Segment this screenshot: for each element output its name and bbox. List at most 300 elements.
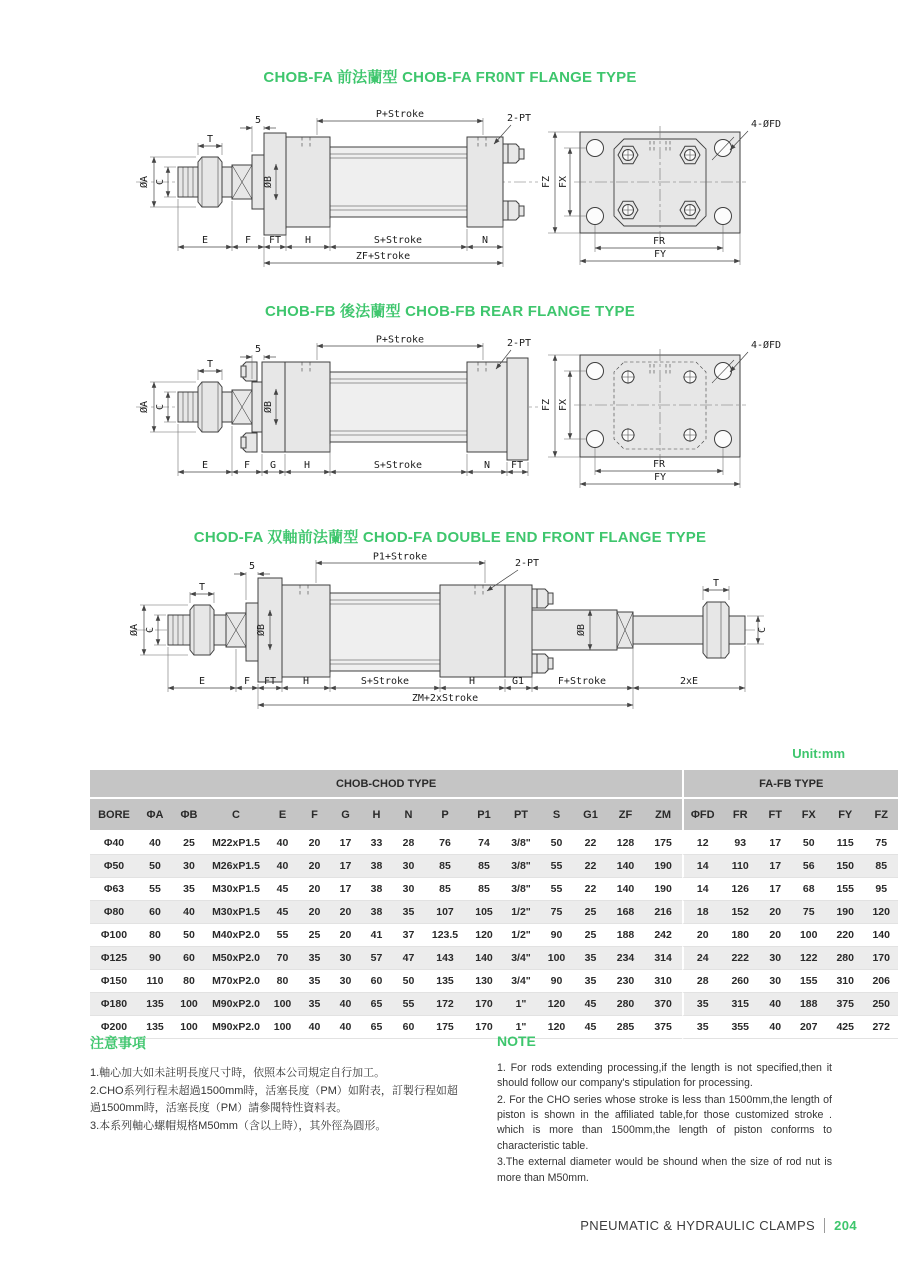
table-cell: 33 (361, 832, 392, 855)
table-group-header: CHOB-CHOD TYPE (90, 770, 682, 799)
dim-s-stroke: S+Stroke (373, 235, 423, 246)
table-cell: 107 (425, 901, 465, 924)
table-cell: 310 (644, 970, 682, 993)
table-cell: 28 (392, 832, 425, 855)
dim-fr: FR (652, 459, 666, 470)
table-cell: 30 (330, 970, 361, 993)
table-cell: 20 (330, 924, 361, 947)
table-cell: 190 (826, 901, 864, 924)
table-cell: 370 (644, 993, 682, 1016)
chod-fa-side-view (134, 578, 762, 682)
table-column-header: F (299, 799, 330, 832)
table-cell: 75 (864, 832, 898, 855)
table-cell: 234 (607, 947, 644, 970)
note-en-2: 2. For the CHO series whose stroke is less than 1500mm,the length of piston is shown in the affiliated table,for those customized stroke . which is more than 1500mm,the length of piston conforms to characteristic table. (497, 1093, 832, 1152)
table-cell: 140 (607, 878, 644, 901)
dim-t: T (206, 359, 214, 370)
bore-cell: Φ180 (90, 993, 138, 1016)
dim-h-rear: H (468, 676, 476, 687)
table-cell: 110 (721, 855, 759, 878)
table-group-header: FA-FB TYPE (682, 770, 898, 799)
table-cell: 123.5 (425, 924, 465, 947)
table-column-header: ZM (644, 799, 682, 832)
table-cell: 17 (759, 855, 791, 878)
dim-fx: FX (558, 398, 569, 412)
dim-f: F (244, 235, 252, 246)
table-cell: 128 (607, 832, 644, 855)
table-cell: 206 (864, 970, 898, 993)
table-cell: 20 (759, 901, 791, 924)
table-column-header: FR (721, 799, 759, 832)
dim-ft: FT (510, 460, 524, 471)
table-cell: 18 (682, 901, 721, 924)
dim-2pt: 2-PT (514, 558, 540, 569)
table-cell: 35 (574, 947, 607, 970)
note-cn-1: 1.軸心加大如未註明長度尺寸時，依照本公司規定自行加工。 (90, 1067, 386, 1079)
dim-ft: FT (268, 235, 282, 246)
dim-dia-b-left: ØB (256, 623, 267, 637)
table-cell: 188 (607, 924, 644, 947)
footer-page-number: 204 (834, 1218, 857, 1233)
table-cell: 85 (425, 855, 465, 878)
table-cell: 170 (465, 1016, 503, 1039)
note-cn-3: 3.本系列軸心螺帽規格M50mm（含以上時），其外徑為圓形。 (90, 1120, 387, 1133)
table-column-header: PT (503, 799, 539, 832)
table-cell: 216 (644, 901, 682, 924)
table-cell: 60 (361, 970, 392, 993)
dim-g1: G1 (511, 676, 525, 687)
table-cell: M22xP1.5 (206, 832, 266, 855)
table-cell: 122 (791, 947, 826, 970)
table-cell: 80 (138, 924, 172, 947)
table-row (90, 855, 898, 878)
table-cell: 74 (465, 832, 503, 855)
table-cell: 355 (721, 1016, 759, 1039)
table-cell: 85 (465, 855, 503, 878)
table-cell: 425 (826, 1016, 864, 1039)
table-cell: 130 (465, 970, 503, 993)
table-cell: 12 (682, 832, 721, 855)
dim-c-left: C (145, 626, 156, 634)
table-cell: 120 (465, 924, 503, 947)
bore-cell: Φ125 (90, 947, 138, 970)
dim-fz: FZ (541, 175, 552, 189)
table-cell: 155 (826, 878, 864, 901)
table-cell: 55 (138, 878, 172, 901)
table-cell: 14 (682, 878, 721, 901)
table-cell: 80 (266, 970, 299, 993)
bore-cell: Φ150 (90, 970, 138, 993)
table-column-header: E (266, 799, 299, 832)
table-column-header: ΦB (172, 799, 206, 832)
table-cell: 100 (266, 993, 299, 1016)
table-cell: 126 (721, 878, 759, 901)
dim-5: 5 (254, 344, 262, 355)
table-cell: 35 (299, 970, 330, 993)
table-cell: 38 (361, 878, 392, 901)
dim-dia-a: ØA (139, 400, 150, 414)
table-cell: 45 (266, 878, 299, 901)
table-cell: 90 (138, 947, 172, 970)
table-cell: 25 (574, 901, 607, 924)
table-cell: 45 (574, 1016, 607, 1039)
notes-cn-heading: 注意事項 (90, 1035, 146, 1051)
table-cell: 17 (330, 878, 361, 901)
table-cell: 25 (172, 832, 206, 855)
table-cell: 40 (138, 832, 172, 855)
table-row (90, 924, 898, 947)
table-cell: 85 (465, 878, 503, 901)
table-column-header: G1 (574, 799, 607, 832)
section3-title: CHOD-FA 双軸前法蘭型 CHOD-FA DOUBLE END FRONT FLANGE TYPE (193, 529, 707, 546)
table-cell: 1/2" (503, 901, 539, 924)
table-cell: 85 (864, 855, 898, 878)
table-cell: 152 (721, 901, 759, 924)
table-cell: 70 (266, 947, 299, 970)
table-cell: 40 (266, 832, 299, 855)
table-cell: 3/8" (503, 832, 539, 855)
table-cell: 65 (361, 993, 392, 1016)
table-column-header: H (361, 799, 392, 832)
table-cell: 25 (299, 924, 330, 947)
table-cell: 170 (864, 947, 898, 970)
table-cell: 76 (425, 832, 465, 855)
table-cell: 80 (172, 970, 206, 993)
dim-zf-stroke: ZF+Stroke (355, 251, 411, 262)
dim-h: H (304, 235, 312, 246)
table-cell: M50xP2.0 (206, 947, 266, 970)
table-cell: 100 (172, 1016, 206, 1039)
table-cell: 140 (864, 924, 898, 947)
table-cell: 35 (172, 878, 206, 901)
table-cell: 35 (299, 993, 330, 1016)
dim-p1-stroke: P1+Stroke (372, 551, 428, 563)
dim-dia-a: ØA (129, 623, 140, 637)
table-cell: 20 (299, 855, 330, 878)
table-column-header: BORE (90, 799, 138, 832)
table-column-header: P (425, 799, 465, 832)
table-column-header: FZ (864, 799, 898, 832)
table-cell: 30 (392, 855, 425, 878)
table-cell: 90 (539, 970, 574, 993)
table-column-header: ΦA (138, 799, 172, 832)
chob-fa-side-view (136, 133, 538, 235)
table-cell: 1" (503, 1016, 539, 1039)
table-cell: 17 (759, 832, 791, 855)
dim-h: H (303, 460, 311, 471)
chob-fb-technical-drawing (90, 335, 830, 495)
dim-c: C (155, 178, 166, 186)
table-cell: 55 (539, 855, 574, 878)
rear-flange (507, 358, 528, 460)
notes-en (497, 1033, 832, 1187)
dim-t: T (206, 134, 214, 145)
table-cell: 242 (644, 924, 682, 947)
table-column-header: FY (826, 799, 864, 832)
dim-c-right: C (757, 626, 768, 634)
chob-fa-flange-plate-view (541, 118, 781, 265)
dim-p-stroke: P+Stroke (375, 109, 425, 120)
dim-f: F (243, 676, 251, 687)
table-cell: 55 (539, 878, 574, 901)
table-cell: 24 (682, 947, 721, 970)
table-cell: 143 (425, 947, 465, 970)
chod-fa-technical-drawing (90, 550, 830, 725)
table-cell: 35 (682, 1016, 721, 1039)
table-cell: 220 (826, 924, 864, 947)
table-cell: 285 (607, 1016, 644, 1039)
table-cell: 20 (682, 924, 721, 947)
dim-ft: FT (263, 676, 277, 687)
table-cell: 55 (266, 924, 299, 947)
table-column-header: FX (791, 799, 826, 832)
table-cell: 100 (791, 924, 826, 947)
table-cell: 35 (299, 947, 330, 970)
table-cell: 180 (721, 924, 759, 947)
table-cell: 40 (299, 1016, 330, 1039)
table-cell: 75 (539, 901, 574, 924)
table-cell: 1/2" (503, 924, 539, 947)
table-cell: 35 (574, 970, 607, 993)
table-cell: 20 (299, 878, 330, 901)
footer-text: PNEUMATIC & HYDRAULIC CLAMPS (580, 1218, 816, 1233)
table-cell: 230 (607, 970, 644, 993)
table-cell: 120 (539, 1016, 574, 1039)
table-cell: 60 (172, 947, 206, 970)
table-cell: 375 (826, 993, 864, 1016)
table-cell: 57 (361, 947, 392, 970)
dim-s-stroke: S+Stroke (360, 676, 410, 687)
table-cell: 20 (330, 901, 361, 924)
notes-cn (90, 1033, 460, 1136)
table-cell: 3/4" (503, 947, 539, 970)
table-cell: 155 (791, 970, 826, 993)
table-column-header: ΦFD (682, 799, 721, 832)
dim-f: F (243, 460, 251, 471)
note-en-3: 3.The external diameter would be shound when the size of rod nut is more than M50mm. (497, 1156, 832, 1184)
table-cell: 100 (539, 947, 574, 970)
table-cell: 310 (826, 970, 864, 993)
table-cell: 172 (425, 993, 465, 1016)
table-column-header: N (392, 799, 425, 832)
table-row (90, 832, 898, 855)
bore-cell: Φ200 (90, 1016, 138, 1039)
table-cell: 40 (172, 901, 206, 924)
table-column-header: G (330, 799, 361, 832)
table-cell: 140 (607, 855, 644, 878)
dim-p-stroke: P+Stroke (375, 335, 425, 346)
dim-2pt: 2-PT (506, 113, 532, 124)
table-cell: M90xP2.0 (206, 993, 266, 1016)
table-cell: 280 (607, 993, 644, 1016)
table-cell: 30 (759, 947, 791, 970)
dim-zm-stroke: ZM+2xStroke (411, 693, 479, 704)
dim-e: E (198, 676, 206, 687)
table-cell: 20 (299, 901, 330, 924)
chob-fa-technical-drawing (90, 100, 830, 290)
table-cell: 30 (392, 878, 425, 901)
table-cell: 35 (682, 993, 721, 1016)
table-cell: 50 (138, 855, 172, 878)
dim-dia-b: ØB (263, 400, 274, 414)
table-cell: 38 (361, 901, 392, 924)
table-cell: 37 (392, 924, 425, 947)
table-cell: 22 (574, 855, 607, 878)
dim-g: G (269, 460, 277, 471)
table-cell: 140 (465, 947, 503, 970)
table-cell: M30xP1.5 (206, 901, 266, 924)
dim-dia-b: ØB (263, 175, 274, 189)
table-cell: 40 (759, 1016, 791, 1039)
dim-2pt: 2-PT (506, 338, 532, 349)
dim-e: E (201, 235, 209, 246)
table-cell: 56 (791, 855, 826, 878)
table-cell: 3/4" (503, 970, 539, 993)
table-cell: 120 (539, 993, 574, 1016)
chob-fb-side-view (136, 358, 538, 460)
bore-cell: Φ100 (90, 924, 138, 947)
rear-rod-sleeve (532, 610, 617, 650)
table-cell: 20 (759, 924, 791, 947)
table-cell: 50 (791, 832, 826, 855)
table-cell: 28 (682, 970, 721, 993)
table-cell: 95 (864, 878, 898, 901)
table-cell: 375 (644, 1016, 682, 1039)
bore-cell: Φ63 (90, 878, 138, 901)
table-cell: 40 (759, 993, 791, 1016)
dimension-table-wrap (90, 770, 898, 1039)
table-row (90, 970, 898, 993)
table-cell: 45 (266, 901, 299, 924)
table-cell: 314 (644, 947, 682, 970)
table-cell: 50 (392, 970, 425, 993)
table-cell: 135 (138, 1016, 172, 1039)
section2-title: CHOB-FB 後法蘭型 CHOB-FB REAR FLANGE TYPE (265, 303, 635, 320)
bore-cell: Φ50 (90, 855, 138, 878)
table-cell: 75 (791, 901, 826, 924)
table-cell: 30 (759, 970, 791, 993)
table-cell: 68 (791, 878, 826, 901)
table-cell: 22 (574, 832, 607, 855)
table-cell: 190 (644, 855, 682, 878)
table-cell: 55 (392, 993, 425, 1016)
table-cell: 50 (539, 832, 574, 855)
table-cell: M90xP2.0 (206, 1016, 266, 1039)
dim-t-right: T (712, 578, 720, 589)
dim-dia-a: ØA (139, 175, 150, 189)
dim-e: E (201, 460, 209, 471)
table-cell: 260 (721, 970, 759, 993)
table-cell: 17 (759, 878, 791, 901)
table-column-header: C (206, 799, 266, 832)
table-cell: 3/8" (503, 855, 539, 878)
table-cell: 85 (425, 878, 465, 901)
table-cell: 47 (392, 947, 425, 970)
table-cell: 38 (361, 855, 392, 878)
dim-dia-b-right: ØB (576, 623, 587, 637)
dim-5: 5 (248, 561, 256, 572)
table-cell: 45 (574, 993, 607, 1016)
table-cell: 250 (864, 993, 898, 1016)
footer-divider (824, 1218, 825, 1233)
note-en-1: 1. For rods extending processing,if the length is not specified,then it should follow our company's stipulation for processing. (497, 1062, 832, 1090)
table-row (90, 947, 898, 970)
table-cell: 120 (864, 901, 898, 924)
table-cell: 35 (392, 901, 425, 924)
table-column-header: P1 (465, 799, 503, 832)
table-cell: 1" (503, 993, 539, 1016)
table-cell: 150 (826, 855, 864, 878)
table-cell: 40 (330, 1016, 361, 1039)
table-cell: 41 (361, 924, 392, 947)
table-row (90, 993, 898, 1016)
page-footer (580, 1218, 857, 1233)
table-cell: 17 (330, 832, 361, 855)
table-cell: 17 (330, 855, 361, 878)
table-cell: 207 (791, 1016, 826, 1039)
table-cell: M40xP2.0 (206, 924, 266, 947)
table-cell: M70xP2.0 (206, 970, 266, 993)
table-cell: 100 (266, 1016, 299, 1039)
dim-fx: FX (558, 175, 569, 189)
table-cell: 3/8" (503, 878, 539, 901)
table-cell: 50 (172, 924, 206, 947)
table-cell: 115 (826, 832, 864, 855)
dim-fy: FY (653, 472, 667, 483)
table-cell: 222 (721, 947, 759, 970)
table-cell: 20 (299, 832, 330, 855)
dim-4-fd: 4-ØFD (750, 119, 782, 130)
dim-2xe: 2xE (679, 676, 699, 687)
table-cell: 60 (138, 901, 172, 924)
note-cn-2: 2.CHO系列行程未超過1500mm時，活塞長度（PM）如附表，訂製行程如超過1500mm時，活塞長度（PM）請參閱特性資料表。 (90, 1085, 458, 1115)
table-cell: 170 (465, 993, 503, 1016)
table-cell: 30 (330, 947, 361, 970)
table-cell: 30 (172, 855, 206, 878)
table-cell: 14 (682, 855, 721, 878)
dim-t-left: T (198, 582, 206, 593)
table-cell: 60 (392, 1016, 425, 1039)
table-cell: 135 (425, 970, 465, 993)
table-cell: 168 (607, 901, 644, 924)
dim-fz: FZ (541, 398, 552, 412)
table-cell: 315 (721, 993, 759, 1016)
dim-4-fd: 4-ØFD (750, 340, 782, 351)
notes-en-heading: NOTE (497, 1033, 536, 1049)
dim-h-front: H (302, 676, 310, 687)
table-cell: 280 (826, 947, 864, 970)
table-cell: 40 (266, 855, 299, 878)
table-cell: 65 (361, 1016, 392, 1039)
table-row (90, 901, 898, 924)
dim-fr: FR (652, 236, 666, 247)
table-cell: M30xP1.5 (206, 878, 266, 901)
dim-5: 5 (254, 115, 262, 126)
table-cell: 175 (425, 1016, 465, 1039)
table-cell: 272 (864, 1016, 898, 1039)
bore-cell: Φ40 (90, 832, 138, 855)
chob-fb-flange-plate-view (541, 339, 781, 488)
dim-c: C (155, 403, 166, 411)
table-row (90, 878, 898, 901)
dim-fy: FY (653, 249, 667, 260)
table-cell: 40 (330, 993, 361, 1016)
bore-cell: Φ80 (90, 901, 138, 924)
dim-s-stroke: S+Stroke (373, 460, 423, 471)
dim-n: N (483, 460, 491, 471)
table-cell: 25 (574, 924, 607, 947)
table-cell: 190 (644, 878, 682, 901)
